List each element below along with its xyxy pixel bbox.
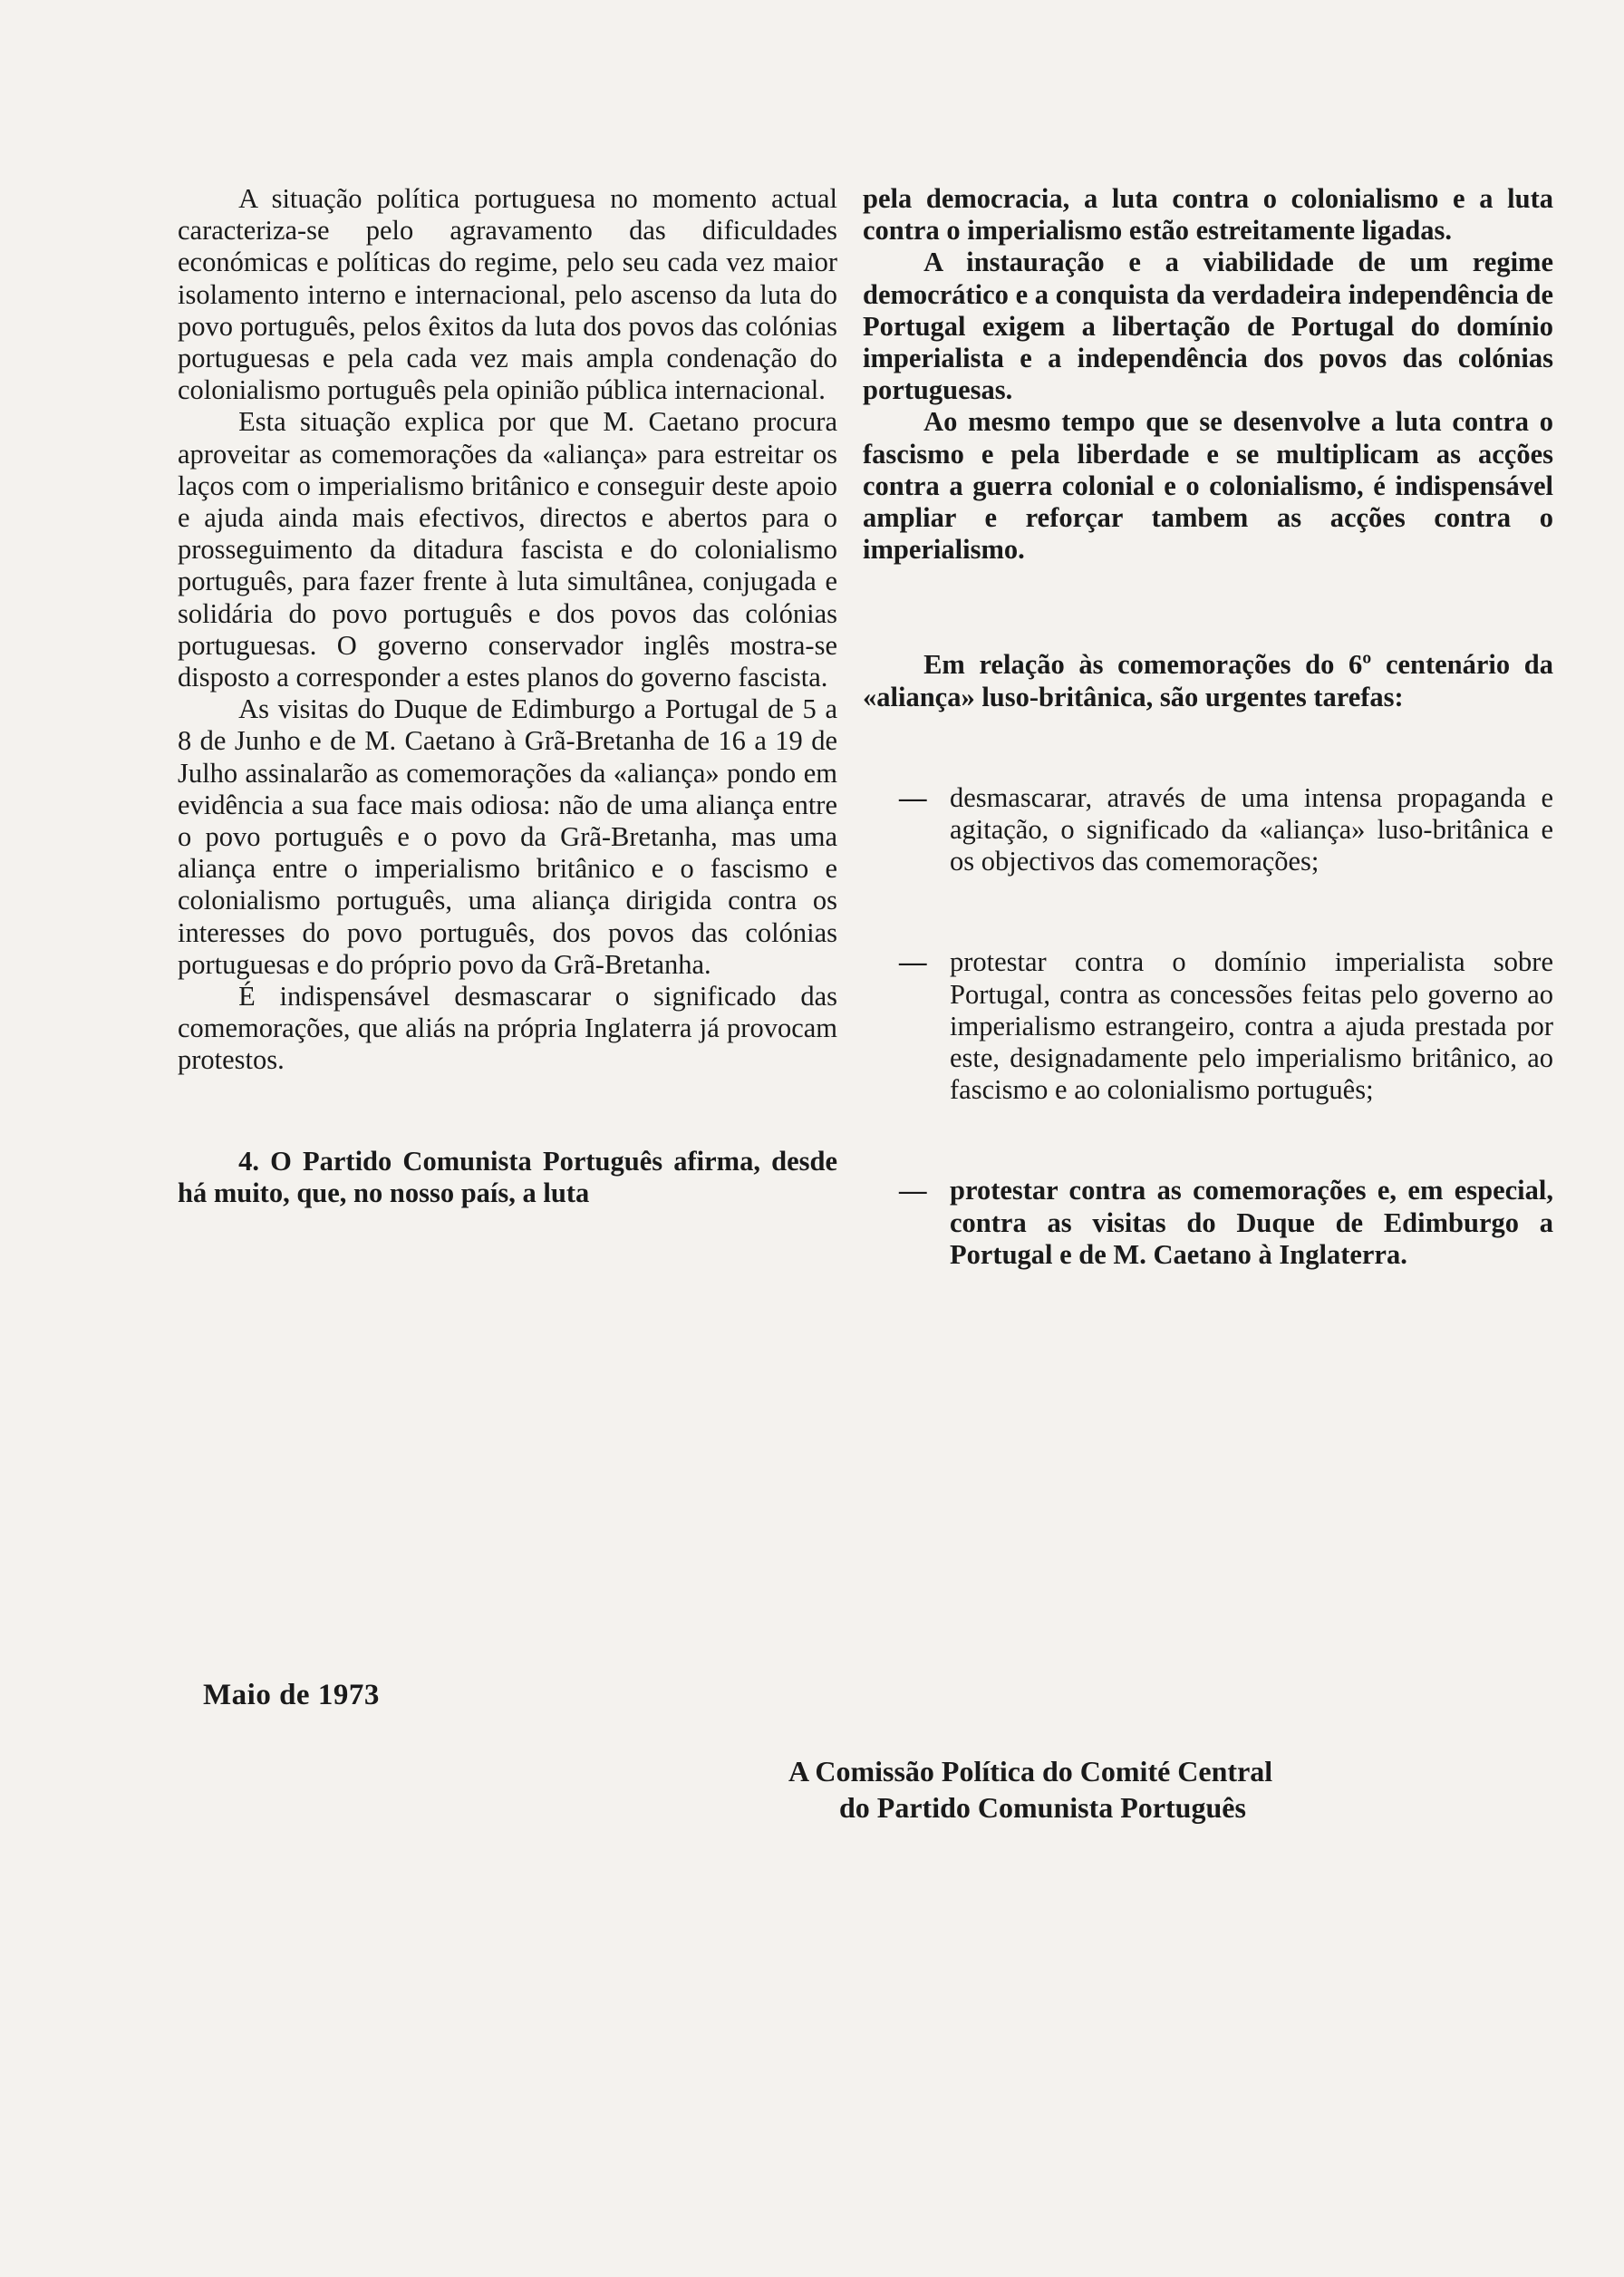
paragraph-democratic-regime: A instauração e a viabilidade de um regime democrático e a conquista da verdadeira independência de Portugal exigem a libertação de Portugal do domínio imperialista e a independência dos povos das colónias portuguesas. bbox=[863, 247, 1553, 406]
task-item bbox=[899, 782, 1553, 878]
dash-marker: — bbox=[899, 1175, 927, 1206]
paragraph-tasks-intro: Em relação às comemorações do 6º centenário da «aliança» luso-britânica, são urgentes tarefas: bbox=[863, 649, 1553, 712]
paragraph-democracy-continuation: pela democracia, a luta contra o colonialismo e a luta contra o imperialismo estão estreitamente ligadas. bbox=[863, 183, 1553, 247]
signature-line-2: do Partido Comunista Português bbox=[839, 1791, 1246, 1824]
dash-marker: — bbox=[899, 946, 927, 978]
task-item bbox=[899, 946, 1553, 1106]
signature-line-1: A Comissão Política do Comité Central bbox=[788, 1755, 1273, 1788]
paragraph-political-situation: A situação política portuguesa no momento actual caracteriza-se pelo agravamento das dificuldades económicas e políticas do regime, pelo seu cada vez maior isolamento interno e internacional, pelo ascenso da luta do povo português, pelos êxitos da luta dos povos das colónias portuguesas e pela cada vez mais ampla condenação do colonialismo português pela opinião pública internacional. bbox=[178, 183, 837, 406]
left-column bbox=[178, 183, 837, 1209]
document-date: Maio de 1973 bbox=[203, 1679, 380, 1711]
task-item bbox=[899, 1175, 1553, 1271]
right-column bbox=[863, 183, 1553, 1271]
paragraph-section-4: 4. O Partido Comunista Português afirma, desde há muito, que, no nosso país, a luta bbox=[178, 1145, 837, 1208]
signature-block bbox=[788, 1753, 1272, 1826]
dash-marker: — bbox=[899, 781, 927, 813]
paragraph-caetano-explanation: Esta situação explica por que M. Caetano procura aproveitar as comemorações da «aliança» para estreitar os laços com o imperialismo britânico e conseguir deste apoio e ajuda ainda mais efectivos, directos e abertos para o prosseguimento da ditadura fascista e do colonialismo português, para fazer frente à luta simultânea, conjugada e solidária do povo português e dos povos das colónias portuguesas. O governo conservador inglês mostra-se disposto a corresponder a estes planos do governo fascista. bbox=[178, 406, 837, 693]
task-text: protestar contra o domínio imperialista sobre Portugal, contra as concessões feitas pelo governo ao imperialismo estrangeiro, contra a ajuda prestada por este, designadamente pelo imperialismo britânico, ao fascismo e ao colonialismo português; bbox=[950, 946, 1553, 1106]
paragraph-unmask: É indispensável desmascarar o significado das comemorações, que aliás na própria Inglaterra já provocam protestos. bbox=[178, 981, 837, 1076]
paragraph-visits: As visitas do Duque de Edimburgo a Portugal de 5 a 8 de Junho e de M. Caetano à Grã-Bretanha de 16 a 19 de Julho assinalarão as comemorações da «aliança» pondo em evidência a sua face mais odiosa: não de uma aliança entre o povo português e o povo da Grã-Bretanha, mas uma aliança entre o imperialismo britânico e o fascismo e colonialismo português, uma aliança dirigida contra os interesses do povo português, dos povos das colónias portuguesas e do próprio povo da Grã-Bretanha. bbox=[178, 693, 837, 980]
paragraph-anti-imperialism: Ao mesmo tempo que se desenvolve a luta contra o fascismo e pela liberdade e se multiplicam as acções contra a guerra colonial e o colonialismo, é indispensável ampliar e reforçar tambem as acções contra o imperialismo. bbox=[863, 406, 1553, 566]
task-text: desmascarar, através de uma intensa propaganda e agitação, o significado da «aliança» luso-britânica e os objectivos das comemorações; bbox=[950, 781, 1553, 877]
task-text: protestar contra as comemorações e, em especial, contra as visitas do Duque de Edimburgo a Portugal e de M. Caetano à Inglaterra. bbox=[950, 1175, 1553, 1270]
